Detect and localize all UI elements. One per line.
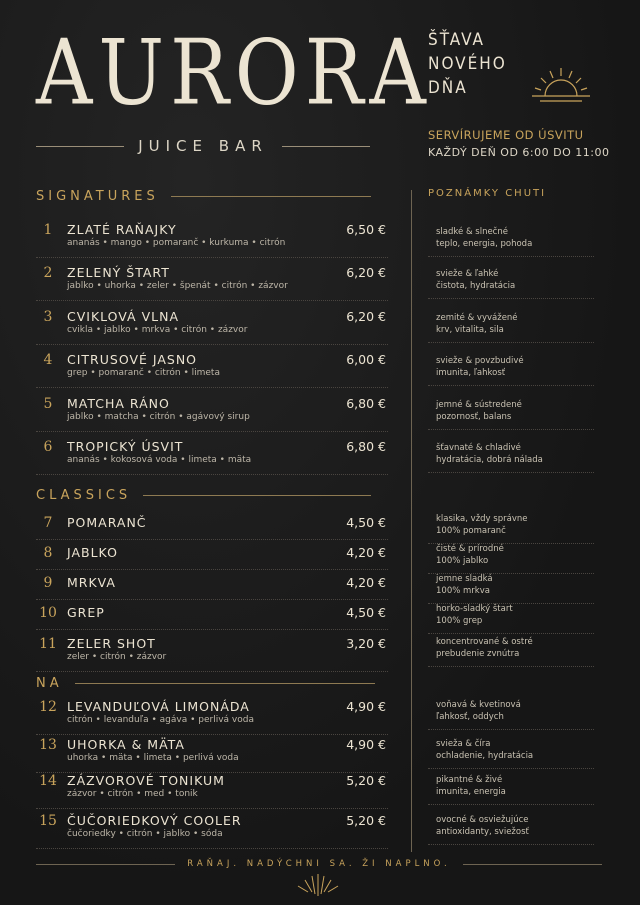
item-number: 10: [39, 605, 57, 621]
row-separator: [428, 342, 594, 343]
item-price: 4,90 €: [346, 699, 386, 714]
item-ingredients: čučoriedky • citrón • jablko • sóda: [67, 829, 223, 839]
item-price: 6,20 €: [346, 265, 386, 280]
item-ingredients: cvikla • jablko • mrkva • citrón • zázvor: [67, 325, 248, 335]
row-separator: [428, 429, 594, 430]
item-ingredients: jablko • matcha • citrón • agávový sirup: [67, 412, 250, 422]
brand-title: AURORA: [36, 22, 432, 126]
row-separator: [36, 431, 388, 432]
item-ingredients: zázvor • citrón • med • tonik: [67, 789, 198, 799]
item-number: 8: [43, 545, 53, 561]
row-separator: [36, 300, 388, 301]
serving-hours: [428, 126, 618, 162]
taste-note-line: imunita, energia: [436, 787, 506, 797]
row-separator: [36, 569, 388, 570]
item-name: TROPICKÝ ÚSVIT: [67, 439, 184, 454]
item-name: ZLATÉ RAŇAJKY: [67, 222, 177, 237]
row-separator: [36, 629, 388, 630]
item-price: 4,20 €: [346, 575, 386, 590]
item-number: 1: [43, 222, 53, 238]
taste-note-line: koncentrované & ostré: [436, 637, 533, 647]
taste-note: [436, 636, 606, 660]
item-name: LEVANDUĽOVÁ LIMONÁDA: [67, 699, 250, 714]
taste-note-line: klasika, vždy správne: [436, 514, 528, 524]
taste-note: [436, 226, 606, 250]
taste-note-line: jemné & sústredené: [436, 400, 522, 410]
item-ingredients: uhorka • mäta • limeta • perlivá voda: [67, 753, 239, 763]
footer-text: RAŇAJ. NADÝCHNI SA. ŽI NAPLNO.: [187, 859, 451, 869]
taste-note: [436, 603, 606, 627]
taste-note-line: antioxidanty, sviežosť: [436, 827, 529, 837]
item-price: 5,20 €: [346, 773, 386, 788]
notes-title: POZNÁMKY CHUTI: [428, 188, 547, 199]
taste-note: [436, 814, 606, 838]
item-price: 4,50 €: [346, 605, 386, 620]
item-name: ZÁZVOROVÉ TONIKUM: [67, 773, 225, 788]
sunrise-icon: [528, 66, 594, 106]
row-separator: [428, 768, 594, 769]
brand-subtitle: JUICE BAR: [138, 137, 268, 155]
brand-subtitle-row: [36, 136, 370, 156]
item-ingredients: grep • pomaranč • citrón • limeta: [67, 368, 220, 378]
item-name: POMARANČ: [67, 515, 147, 530]
taste-note: [436, 312, 606, 336]
item-price: 6,00 €: [346, 352, 386, 367]
item-number: 3: [43, 309, 53, 325]
row-separator: [428, 844, 594, 845]
row-separator: [428, 385, 594, 386]
item-price: 6,50 €: [346, 222, 386, 237]
taste-note-line: krv, vitalita, sila: [436, 325, 504, 335]
item-ingredients: ananás • kokosová voda • limeta • mäta: [67, 455, 252, 465]
taste-note-line: 100% grep: [436, 616, 483, 626]
taste-note-line: ochladenie, hydratácia: [436, 751, 534, 761]
taste-note: [436, 268, 606, 292]
divider: [463, 864, 602, 865]
taste-note-line: 100% pomaranč: [436, 526, 506, 536]
serving-line-1: SERVÍRUJEME OD ÚSVITU: [428, 128, 584, 142]
item-name: CVIKLOVÁ VLNA: [67, 309, 179, 324]
taste-note: [436, 513, 606, 537]
item-price: 6,80 €: [346, 396, 386, 411]
taste-note-line: svieža & čírа: [436, 739, 491, 749]
taste-note: [436, 573, 606, 597]
serving-line-2: KAŽDÝ DEŇ OD 6:00 DO 11:00: [428, 146, 610, 159]
taste-note: [436, 699, 606, 723]
item-number: 15: [39, 813, 57, 829]
row-separator: [36, 387, 388, 388]
section-title-na: [36, 675, 375, 691]
item-ingredients: citrón • levanduľa • agáva • perlivá voda: [67, 715, 254, 725]
item-name: UHORKA & MÄTA: [67, 737, 185, 752]
item-ingredients: ananás • mango • pomaranč • kurkuma • citrón: [67, 238, 286, 248]
taste-note-line: ovocné & osviežujúce: [436, 815, 529, 825]
item-name: MRKVA: [67, 575, 116, 590]
footer: [36, 857, 602, 871]
taste-note: [436, 355, 606, 379]
taste-note-line: 100% mrkva: [436, 586, 490, 596]
row-separator: [36, 344, 388, 345]
row-separator: [36, 599, 388, 600]
taste-note-line: čistota, hydratácia: [436, 281, 516, 291]
tagline-line: DŇA: [428, 78, 468, 98]
section-title-classics: [36, 487, 371, 503]
row-separator: [428, 256, 594, 257]
row-separator: [36, 848, 388, 849]
taste-note-line: horko-sladký štart: [436, 604, 513, 614]
item-number: 14: [39, 773, 57, 789]
taste-note-line: teplo, energia, pohoda: [436, 239, 533, 249]
item-number: 5: [43, 396, 53, 412]
divider: [282, 146, 370, 147]
item-price: 6,20 €: [346, 309, 386, 324]
taste-note-line: svieže & ľahké: [436, 269, 499, 279]
row-separator: [428, 633, 594, 634]
item-number: 2: [43, 265, 53, 281]
taste-note-line: svieže & povzbudivé: [436, 356, 524, 366]
row-separator: [428, 472, 594, 473]
item-number: 7: [43, 515, 53, 531]
taste-note-line: jemne sladká: [436, 574, 493, 584]
item-ingredients: jablko • uhorka • zeler • špenát • citrón • zázvor: [67, 281, 288, 291]
item-price: 4,50 €: [346, 515, 386, 530]
item-name: ZELENÝ ŠTART: [67, 265, 170, 280]
taste-note-line: zemité & vyvážené: [436, 313, 518, 323]
item-name: JABLKO: [67, 545, 118, 560]
taste-note: [436, 399, 606, 423]
taste-note-line: čisté & prírodné: [436, 544, 504, 554]
item-number: 4: [43, 352, 53, 368]
item-name: ČUČORIEDKOVÝ COOLER: [67, 813, 242, 828]
item-name: ZELER SHOT: [67, 636, 156, 651]
item-name: CITRUSOVÉ JASNO: [67, 352, 198, 367]
sun-rays-icon: [288, 872, 348, 900]
row-separator: [428, 804, 594, 805]
taste-note-line: imunita, ľahkosť: [436, 368, 506, 378]
item-number: 9: [43, 575, 53, 591]
item-number: 6: [43, 439, 53, 455]
item-name: MATCHA RÁNO: [67, 396, 170, 411]
row-separator: [36, 539, 388, 540]
section-title-text: SIGNATURES: [36, 188, 159, 204]
row-separator: [36, 808, 388, 809]
row-separator: [428, 666, 594, 667]
divider: [143, 495, 371, 496]
item-price: 6,80 €: [346, 439, 386, 454]
item-price: 4,90 €: [346, 737, 386, 752]
tagline: [428, 28, 528, 100]
item-number: 11: [39, 636, 57, 652]
divider: [36, 146, 124, 147]
vertical-divider: [411, 190, 412, 852]
taste-note-line: prebudenie zvnútra: [436, 649, 520, 659]
item-number: 12: [39, 699, 57, 715]
section-title-text: CLASSICS: [36, 487, 132, 503]
taste-note-line: 100% jablko: [436, 556, 489, 566]
item-ingredients: zeler • citrón • zázvor: [67, 652, 167, 662]
taste-note-line: sladké & slnečné: [436, 227, 508, 237]
item-price: 5,20 €: [346, 813, 386, 828]
row-separator: [36, 734, 388, 735]
taste-note: [436, 442, 606, 466]
row-separator: [36, 474, 388, 475]
divider: [75, 683, 375, 684]
taste-note-line: pozornosť, balans: [436, 412, 512, 422]
taste-note-line: pikantné & živé: [436, 775, 503, 785]
divider: [36, 864, 175, 865]
row-separator: [428, 729, 594, 730]
taste-note-line: ľahkosť, oddych: [436, 712, 504, 722]
row-separator: [36, 671, 388, 672]
taste-note: [436, 738, 606, 762]
item-name: GREP: [67, 605, 105, 620]
taste-note-line: hydratácia, dobrá nálada: [436, 455, 543, 465]
row-separator: [428, 298, 594, 299]
item-price: 4,20 €: [346, 545, 386, 560]
taste-note-line: voňavá & kvetinová: [436, 700, 521, 710]
section-title-signatures: [36, 188, 371, 204]
tagline-line: ŠŤAVA: [428, 30, 485, 50]
tagline-line: NOVÉHO: [428, 54, 507, 74]
row-separator: [36, 257, 388, 258]
divider: [171, 196, 371, 197]
section-title-text: NA: [36, 675, 63, 691]
item-number: 13: [39, 737, 57, 753]
taste-note: [436, 774, 606, 798]
taste-note-line: šťavnaté & chladivé: [436, 443, 521, 453]
taste-note: [436, 543, 606, 567]
item-price: 3,20 €: [346, 636, 386, 651]
